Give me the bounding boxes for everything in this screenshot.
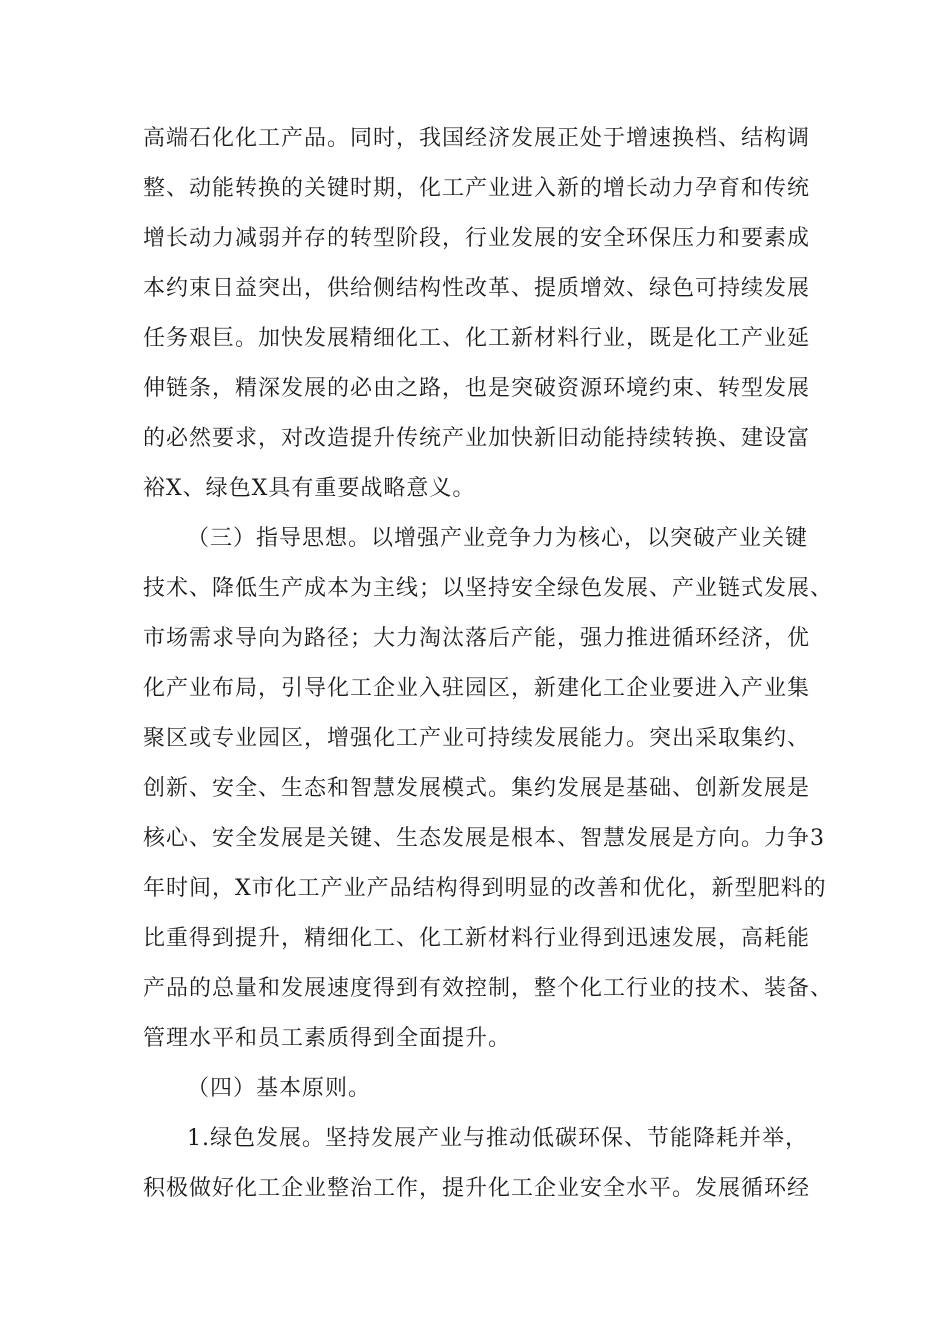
text-line: 裕X、绿色X具有重要战略意义。 <box>143 476 476 501</box>
text-line: 本约束日益突出，供给侧结构性改革、提质增效、绿色可持续发展 <box>143 276 811 301</box>
section-heading-four: （四）基本原则。 <box>187 1076 372 1101</box>
text-line: 高端石化化工产品。同时，我国经济发展正处于增速换档、结构调 <box>143 126 811 151</box>
section-heading-three: （三）指导思想。以增强产业竞争力为核心，以突破产业关键 <box>187 526 809 551</box>
text-line: 增长动力减弱并存的转型阶段，行业发展的安全环保压力和要素成 <box>143 226 811 251</box>
text-line: 的必然要求，对改造提升传统产业加快新旧动能持续转换、建设富 <box>143 426 811 451</box>
text-line: 伸链条，精深发展的必由之路，也是突破资源环境约束、转型发展 <box>143 376 811 401</box>
text-line: 管理水平和员工素质得到全面提升。 <box>143 1026 512 1051</box>
text-line: 年时间，X市化工产业产品结构得到明显的改善和优化，新型肥料的 <box>143 876 827 901</box>
text-line: 聚区或专业园区，增强化工产业可持续发展能力。突出采取集约、 <box>143 726 811 751</box>
text-line: 比重得到提升，精细化工、化工新材料行业得到迅速发展，高耗能 <box>143 926 811 951</box>
principle-heading: 1.绿色发展。坚持发展产业与推动低碳环保、节能降耗并举， <box>187 1126 808 1151</box>
text-line: 市场需求导向为路径；大力淘汰落后产能，强力推进循环经济，优 <box>143 626 811 651</box>
text-line: 核心、安全发展是关键、生态发展是根本、智慧发展是方向。力争3 <box>143 826 825 851</box>
text-line: 技术、降低生产成本为主线；以坚持安全绿色发展、产业链式发展、 <box>143 576 834 601</box>
text-line: 创新、安全、生态和智慧发展模式。集约发展是基础、创新发展是 <box>143 776 811 801</box>
text-line: 整、动能转换的关键时期，化工产业进入新的增长动力孕育和传统 <box>143 176 811 201</box>
text-line: 化产业布局，引导化工企业入驻园区，新建化工企业要进入产业集 <box>143 676 811 701</box>
text-line: 任务艰巨。加快发展精细化工、化工新材料行业，既是化工产业延 <box>143 326 811 351</box>
text-line: 产品的总量和发展速度得到有效控制，整个化工行业的技术、装备、 <box>143 976 834 1001</box>
text-line: 积极做好化工企业整治工作，提升化工企业安全水平。发展循环经 <box>143 1176 811 1201</box>
